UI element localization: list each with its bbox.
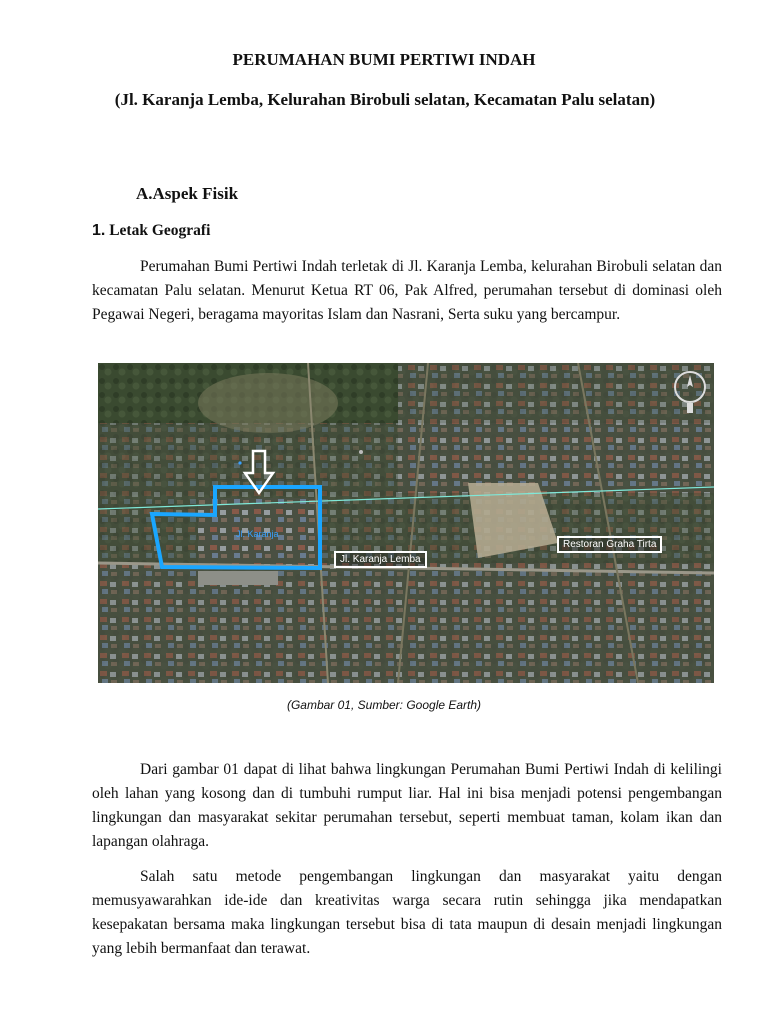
satellite-imagery (98, 363, 714, 683)
section-heading: A.Aspek Fisik (136, 184, 239, 203)
map-label-road: Jl. Karanja Lemba (334, 551, 427, 568)
subsection-heading (92, 222, 210, 240)
subsection-number: 1. (92, 222, 106, 239)
document-subtitle: (Jl. Karanja Lemba, Kelurahan Birobuli selatan, Kecamatan Palu selatan) (114, 90, 656, 109)
satellite-map-image (98, 363, 714, 683)
paragraph-method: Salah satu metode pengembangan lingkungan dan masyarakat yaitu dengan memusyawarahkan ide-ide dan kreativitas warga secara rutin sehingga jika mendapatkan kesepakatan bersama maka lingkungan tersebut bisa di tata maupun di desain menjadi lingkungan yang lebih bermanfaat dan terawat. (92, 868, 722, 957)
map-label-restaurant: Restoran Graha Tirta (557, 536, 662, 553)
compass-icon (672, 369, 708, 415)
map-label-housing: Jl. Karanja (236, 529, 279, 539)
subsection-title: Letak Geografi (109, 222, 211, 239)
figure-caption: (Gambar 01, Sumber: Google Earth) (286, 698, 482, 712)
paragraph-analysis: Dari gambar 01 dapat di lihat bahwa lingkungan Perumahan Bumi Pertiwi Indah di kelilingi oleh lahan yang kosong dan di tumbuhi rumput liar. Hal ini bisa menjadi potensi pengembangan lingkungan dan masyarakat sekitar perumahan tersebut, seperti membuat taman, kolam ikan dan lapangan olahraga. (92, 761, 722, 850)
paragraph-location: Perumahan Bumi Pertiwi Indah terletak di Jl. Karanja Lemba, kelurahan Birobuli selatan dan kecamatan Palu selatan. Menurut Ketua RT 06, Pak Alfred, perumahan tersebut di dominasi oleh Pegawai Negeri, beragama mayoritas Islam dan Nasrani, Serta suku yang bercampur. (92, 258, 722, 323)
document-title: PERUMAHAN BUMI PERTIWI INDAH (232, 50, 536, 69)
